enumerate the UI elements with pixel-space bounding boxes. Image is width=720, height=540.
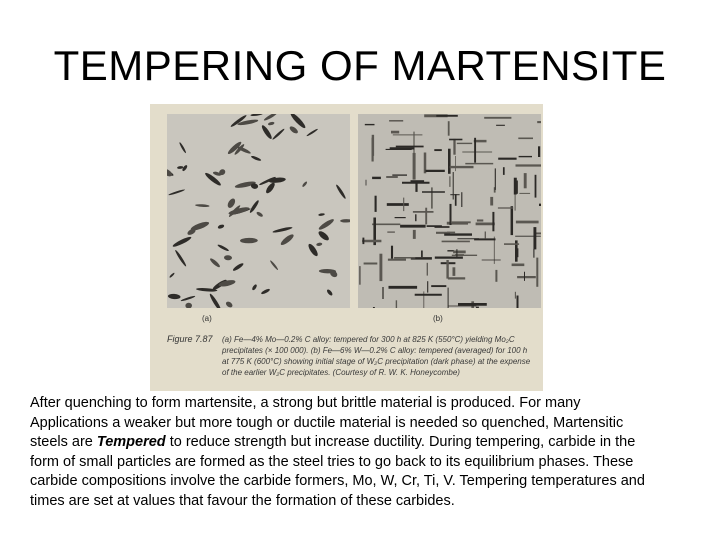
precipitate-mark <box>225 300 234 308</box>
precipitate-mark <box>318 213 325 216</box>
precipitate-mark <box>316 242 322 246</box>
precipitate-mark <box>169 272 175 278</box>
body-line: Applications a weaker but more tough or ductile material is needed so quenched, Martensitic <box>30 414 624 431</box>
precipitate-mark <box>185 303 192 308</box>
precipitate-mark <box>272 128 285 140</box>
precipitate-mark <box>217 244 229 252</box>
precipitate-mark <box>208 293 222 308</box>
precipitate-mark <box>260 124 273 140</box>
precipitate-mark <box>190 220 210 232</box>
precipitate-mark <box>168 293 181 299</box>
precipitate-mark <box>232 262 244 272</box>
precipitate-mark <box>251 155 262 162</box>
precipitate-mark <box>272 226 293 234</box>
precipitate-mark <box>268 121 275 126</box>
precipitate-mark <box>230 114 248 128</box>
micrograph-a-image <box>167 114 350 308</box>
precipitate-mark <box>251 284 257 291</box>
body-line: carbide compositions involve the carbide formers, Mo, W, Cr, Ti, V. Tempering temperatures and <box>30 473 645 489</box>
body-line: form of small particles are formed as the steel tries to go back to its equilibrium phases. These <box>30 453 634 470</box>
precipitate-mark <box>224 255 232 260</box>
precipitate-mark <box>326 289 333 297</box>
precipitate-mark <box>340 219 350 223</box>
precipitate-mark <box>265 181 277 194</box>
body-text-segment: to reduce strength but increase ductility. During tempering, carbide in the <box>165 434 636 450</box>
precipitate-mark <box>260 288 270 295</box>
micrograph-b-image <box>358 114 541 308</box>
precipitate-mark <box>306 128 318 137</box>
precipitate-mark <box>226 197 236 209</box>
precipitate-mark <box>289 125 300 135</box>
precipitate-mark <box>240 238 258 244</box>
precipitate-mark <box>318 218 335 232</box>
precipitate-mark <box>174 249 187 267</box>
micrograph-panel-b <box>358 114 541 308</box>
precipitate-mark <box>335 184 347 200</box>
precipitate-mark <box>179 142 187 154</box>
precipitate-mark <box>317 230 330 242</box>
precipitate-mark <box>217 224 224 230</box>
slide-title: TEMPERING OF MARTENSITE <box>53 42 667 89</box>
precipitate-mark <box>168 189 185 196</box>
precipitate-mark <box>167 167 173 178</box>
precipitate-mark <box>177 166 183 169</box>
panel-a-label: (a) <box>202 314 212 323</box>
precipitate-mark <box>279 233 295 247</box>
precipitate-mark <box>269 260 278 271</box>
panel-b-label: (b) <box>433 314 443 323</box>
micrograph-figure <box>150 104 543 391</box>
body-paragraph <box>30 394 720 511</box>
precipitate-mark <box>209 257 221 268</box>
precipitate-mark <box>172 235 192 248</box>
precipitate-mark <box>180 295 195 302</box>
emphasis-tempered: Tempered <box>96 434 166 450</box>
body-line: After quenching to form martensite, a strong but brittle material is produced. For many <box>30 395 581 411</box>
body-line: times are set at values that favour the formation of these carbides. <box>30 492 455 509</box>
precipitate-mark <box>263 114 278 122</box>
precipitate-mark <box>249 199 260 213</box>
precipitate-mark <box>250 114 263 117</box>
precipitate-mark <box>302 181 308 188</box>
precipitate-mark <box>195 204 210 208</box>
body-text-segment: steels are <box>30 434 97 450</box>
micrograph-panel-a <box>167 114 350 308</box>
figure-caption-tag: Figure 7.87 <box>167 334 213 344</box>
precipitate-mark <box>256 211 264 218</box>
body-line <box>30 433 720 453</box>
figure-caption: (a) Fe—4% Mo—0.2% C alloy: tempered for 300 h at 825 K (550°C) yielding Mo₂C precipitates (× 100 000). (b) Fe—6% W—0.2% C alloy: tempered (averaged) for 100 h at 775 K (600°C) showing initial stage of W₂C precipitation (dark phase) at the expense of the earlier W₂C precipitates. (Courtesy of R. W. K. Honeycombe) <box>222 335 531 377</box>
